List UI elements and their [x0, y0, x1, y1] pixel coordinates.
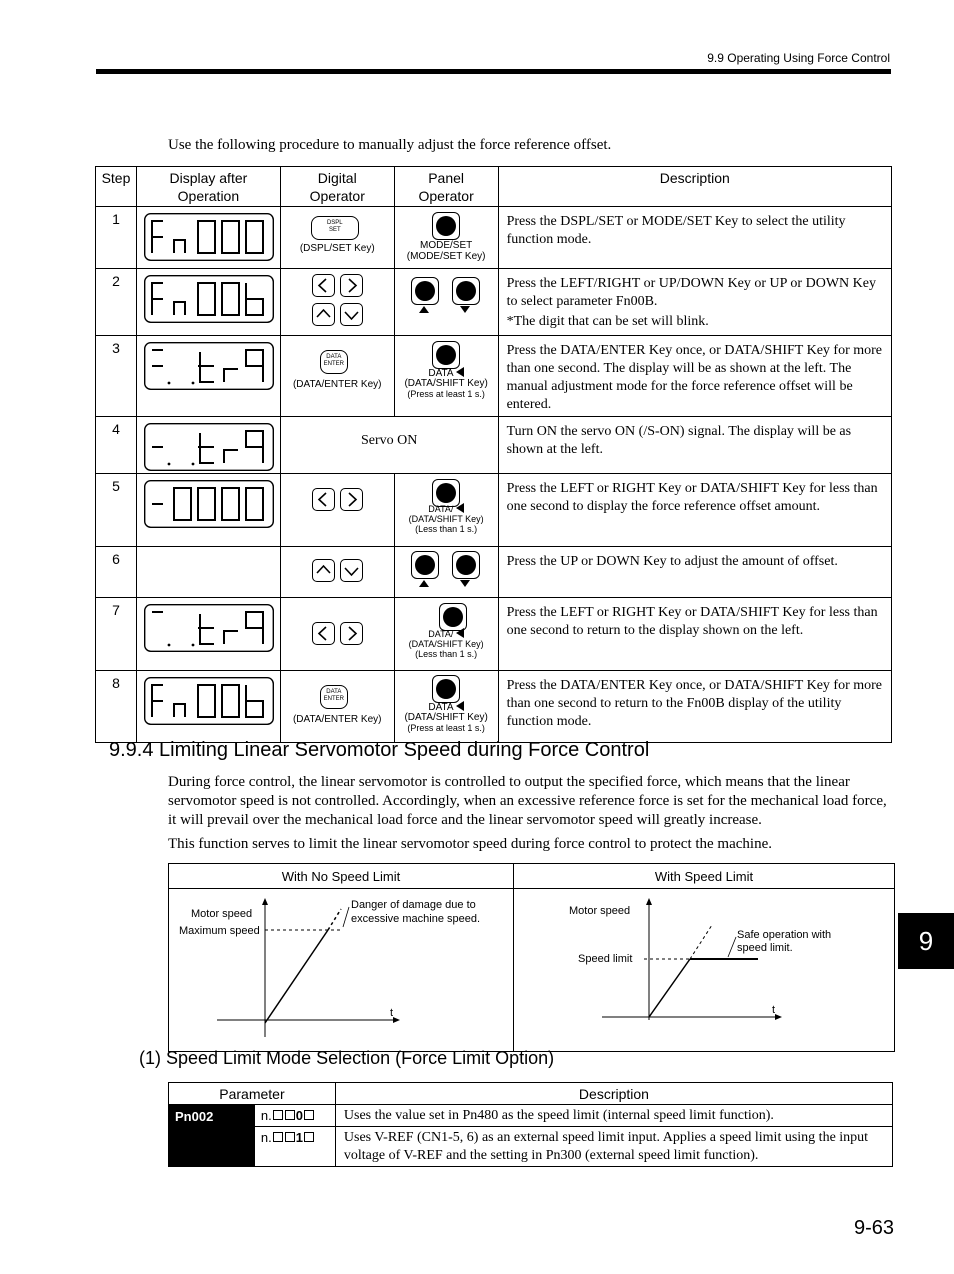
- no-limit-header: With No Speed Limit: [169, 864, 514, 889]
- digital-operator-cell: [280, 269, 394, 336]
- with-limit-diagram-cell: [514, 889, 895, 1052]
- digital-operator-cell: [280, 336, 394, 417]
- intro-text: Use the following procedure to manually adjust the force reference offset.: [168, 137, 612, 153]
- placeholder-square-icon: [273, 1132, 283, 1142]
- speed-limit-comparison: [168, 863, 895, 1052]
- panel-up-button[interactable]: [411, 277, 439, 305]
- panel-label-1: MODE/SET: [420, 240, 473, 251]
- panel-label-2: (DATA/SHIFT Key): [404, 712, 488, 723]
- triangle-down-icon: [460, 306, 470, 313]
- warning-label-2: excessive machine speed.: [351, 913, 481, 925]
- speed-ramp-line: [649, 959, 690, 1017]
- y-label: Motor speed: [191, 908, 253, 920]
- no-limit-diagram-cell: [169, 889, 514, 1052]
- step-note: *The digit that can be set will blink.: [506, 314, 709, 329]
- panel-label-3: (Press at least 1 s.): [407, 389, 485, 399]
- parameter-table: [168, 1082, 893, 1167]
- param-digit: 1: [295, 1130, 303, 1145]
- x-label: t: [390, 1007, 394, 1019]
- warning-leader: [343, 907, 349, 927]
- digital-operator-cell: [280, 598, 394, 671]
- panel-label-2: (MODE/SET Key): [406, 251, 486, 262]
- digital-operator-cell: [280, 207, 394, 269]
- header-rule: [96, 69, 891, 74]
- display-cell: [136, 336, 280, 417]
- warning-label-1: Danger of damage due to: [351, 899, 476, 911]
- step-description: Turn ON the servo ON (/S-ON) signal. The display will be as shown at the left.: [498, 417, 891, 474]
- step-description: Press the DATA/ENTER Key once, or DATA/SHIFT Key for more than one second to return to the Fn00B display of the utility function mode.: [498, 671, 891, 743]
- left-key[interactable]: [312, 488, 335, 511]
- chevron-down-icon: [341, 560, 362, 581]
- right-key[interactable]: [340, 488, 363, 511]
- panel-label-3: (Less than 1 s.): [415, 649, 478, 659]
- panel-operator-cell: [394, 671, 498, 743]
- step-description: Press the LEFT or RIGHT Key or DATA/SHIFT Key for less than one second to display the force reference offset amount.: [498, 474, 891, 547]
- data-enter-key[interactable]: DATA ENTER: [320, 350, 348, 374]
- step-description: Press the DSPL/SET or MODE/SET Key to select the utility function mode.: [498, 207, 891, 269]
- triangle-up-icon: [419, 580, 429, 587]
- speed-ramp-line: [265, 930, 328, 1023]
- step-row-1: [96, 207, 892, 269]
- servo-on-cell: Servo ON: [280, 417, 498, 474]
- display-cell: [136, 671, 280, 743]
- step-row-2: [96, 269, 892, 336]
- data-label: DATA/: [428, 629, 454, 639]
- chevron-right-icon: [341, 275, 362, 296]
- param-value-1: [254, 1127, 335, 1167]
- panel-up-button[interactable]: [411, 551, 439, 579]
- digital-key-label: (DSPL/SET Key): [299, 243, 375, 254]
- step-number: 8: [96, 671, 137, 743]
- panel-label-2: (DATA/SHIFT Key): [408, 514, 484, 524]
- triangle-left-icon: [456, 701, 464, 711]
- display-cell-empty: [136, 547, 280, 598]
- data-enter-key[interactable]: DATA ENTER: [320, 685, 348, 709]
- placeholder-square-icon: [304, 1110, 314, 1120]
- data-shift-button[interactable]: [432, 675, 460, 703]
- panel-operator-cell: [394, 336, 498, 417]
- subsection-heading: (1) Speed Limit Mode Selection (Force Limit Option): [139, 1048, 555, 1068]
- param-desc-header: Description: [335, 1083, 892, 1105]
- step-description: Press the DATA/ENTER Key once, or DATA/SHIFT Key for more than one second. The display will be as shown at the left. The manual adjustment mode for the force reference offset will be entered.: [498, 336, 891, 417]
- chevron-up-icon: [313, 304, 334, 325]
- data-label: DATA/: [428, 504, 454, 514]
- col-display-line1: Display after: [169, 170, 248, 186]
- step-row-4: [96, 417, 892, 474]
- col-description: Description: [498, 167, 891, 207]
- chevron-left-icon: [313, 275, 334, 296]
- safe-note-1: Safe operation with: [737, 929, 832, 941]
- panel-label-1: [395, 628, 498, 639]
- chevron-left-icon: [313, 489, 334, 510]
- placeholder-square-icon: [273, 1110, 283, 1120]
- panel-label-3: (Press at least 1 s.): [407, 723, 485, 733]
- up-key[interactable]: [312, 303, 335, 326]
- body-paragraph-1: During force control, the linear servomotor is controlled to output the specified force, which means that the linear servomotor speed is not controlled. Accordingly, when an excessive reference force is set for the mechanical load force, it will prevail over the mechanical load force and the linear servomotor speed will greatly increase.: [168, 774, 887, 828]
- col-digital-line2: Operator: [309, 188, 365, 204]
- chevron-right-icon: [341, 489, 362, 510]
- note-leader: [728, 937, 736, 957]
- panel-operator-cell: [394, 474, 498, 547]
- data-shift-button[interactable]: [439, 603, 467, 631]
- panel-operator-cell: [394, 269, 498, 336]
- digital-key-label: (DATA/ENTER Key): [292, 714, 382, 725]
- step-row-6: [96, 547, 892, 598]
- panel-label-2: (DATA/SHIFT Key): [404, 378, 488, 389]
- led-display-trq: [144, 423, 274, 471]
- running-header: 9.9 Operating Using Force Control: [707, 51, 890, 65]
- section-heading-994: 9.9.4 Limiting Linear Servomotor Speed during Force Control: [109, 739, 650, 761]
- step-description-text: Press the LEFT/RIGHT or UP/DOWN Key or UP or DOWN Key to select parameter Fn00B.: [506, 276, 876, 309]
- step-number: 1: [96, 207, 137, 269]
- led-display-offset: [144, 480, 274, 528]
- procedure-header-row: [96, 167, 892, 207]
- param-code: Pn002: [169, 1105, 255, 1167]
- max-speed-label: Maximum speed: [179, 925, 260, 937]
- led-display-trq: [144, 604, 274, 652]
- step-description: Press the UP or DOWN Key to adjust the amount of offset.: [498, 547, 891, 598]
- display-cell: [136, 598, 280, 671]
- chevron-up-icon: [313, 560, 334, 581]
- step-number: 2: [96, 269, 137, 336]
- param-desc-0: Uses the value set in Pn480 as the speed limit (internal speed limit function).: [335, 1105, 892, 1127]
- with-limit-header: With Speed Limit: [514, 864, 895, 889]
- data-label: DATA: [428, 368, 454, 379]
- col-digital: [280, 167, 394, 207]
- led-display-fn00b: [144, 677, 274, 725]
- placeholder-square-icon: [285, 1110, 295, 1120]
- step-number: 5: [96, 474, 137, 547]
- panel-operator-cell: [394, 598, 498, 671]
- panel-down-button[interactable]: [452, 277, 480, 305]
- step-number: 6: [96, 547, 137, 598]
- step-row-7: [96, 598, 892, 671]
- led-display-fn000: [144, 213, 274, 261]
- up-key[interactable]: [312, 559, 335, 582]
- body-paragraph-2: This function serves to limit the linear servomotor speed during force control to protect the machine.: [168, 836, 772, 852]
- panel-operator-cell: [394, 547, 498, 598]
- triangle-down-icon: [460, 580, 470, 587]
- display-cell: [136, 269, 280, 336]
- panel-label-1: [395, 503, 498, 514]
- display-cell: [136, 207, 280, 269]
- step-number: 7: [96, 598, 137, 671]
- param-desc-1: Uses V-REF (CN1-5, 6) as an external speed limit input. Applies a speed limit using the input voltage of V-REF and the setting in Pn300 (external speed limit function).: [335, 1127, 892, 1167]
- led-display-trq: [144, 342, 274, 390]
- param-value-0: [254, 1105, 335, 1127]
- col-step: Step: [96, 167, 137, 207]
- display-cell: [136, 417, 280, 474]
- param-prefix: n.: [260, 1108, 272, 1123]
- chevron-left-icon: [313, 623, 334, 644]
- page-number: 9-63: [854, 1217, 895, 1239]
- step-row-5: [96, 474, 892, 547]
- step-row-3: [96, 336, 892, 417]
- right-key[interactable]: [340, 274, 363, 297]
- col-display-line2: Operation: [177, 188, 240, 204]
- step-row-8: [96, 671, 892, 743]
- digital-operator-cell: [280, 671, 394, 743]
- speed-overshoot-line: [328, 909, 341, 930]
- col-panel: [394, 167, 498, 207]
- with-limit-diagram: [514, 889, 894, 1046]
- right-key[interactable]: [340, 622, 363, 645]
- y-label: Motor speed: [569, 905, 631, 917]
- col-display: [136, 167, 280, 207]
- dspl-set-key[interactable]: DSPL SET: [311, 216, 359, 240]
- left-key[interactable]: [312, 274, 335, 297]
- param-header: Parameter: [169, 1083, 336, 1105]
- procedure-table: [95, 166, 892, 743]
- param-prefix: n.: [260, 1130, 272, 1145]
- triangle-left-icon: [456, 628, 464, 638]
- panel-operator-cell: [394, 207, 498, 269]
- down-key[interactable]: [340, 559, 363, 582]
- data-shift-button[interactable]: [432, 341, 460, 369]
- triangle-left-icon: [456, 367, 464, 377]
- digital-operator-cell: [280, 474, 394, 547]
- panel-down-button[interactable]: [452, 551, 480, 579]
- digital-key-label: (DATA/ENTER Key): [292, 379, 382, 390]
- potential-overshoot-line: [690, 925, 712, 959]
- triangle-left-icon: [456, 503, 464, 513]
- col-digital-line1: Digital: [317, 170, 357, 186]
- col-panel-line2: Operator: [418, 188, 474, 204]
- triangle-up-icon: [419, 306, 429, 313]
- digital-operator-cell: [280, 547, 394, 598]
- x-label: t: [772, 1004, 776, 1016]
- display-cell: [136, 474, 280, 547]
- speed-limit-label: Speed limit: [578, 953, 633, 965]
- left-key[interactable]: [312, 622, 335, 645]
- chevron-down-icon: [341, 304, 362, 325]
- mode-set-button[interactable]: [432, 212, 460, 240]
- data-label: DATA: [428, 702, 454, 713]
- chapter-tab: 9: [898, 913, 954, 969]
- step-number: 3: [96, 336, 137, 417]
- panel-label-3: (Less than 1 s.): [415, 524, 478, 534]
- param-digit: 0: [295, 1108, 303, 1123]
- panel-label-2: (DATA/SHIFT Key): [408, 639, 484, 649]
- step-description: [498, 269, 891, 336]
- col-panel-line1: Panel: [428, 170, 465, 186]
- safe-note-2: speed limit.: [737, 942, 793, 954]
- step-description: Press the LEFT or RIGHT Key or DATA/SHIFT Key for less than one second to return to the display shown on the left.: [498, 598, 891, 671]
- chevron-right-icon: [341, 623, 362, 644]
- placeholder-square-icon: [285, 1132, 295, 1142]
- placeholder-square-icon: [304, 1132, 314, 1142]
- step-number: 4: [96, 417, 137, 474]
- no-limit-diagram: [169, 889, 513, 1046]
- led-display-fn00b: [144, 275, 274, 323]
- down-key[interactable]: [340, 303, 363, 326]
